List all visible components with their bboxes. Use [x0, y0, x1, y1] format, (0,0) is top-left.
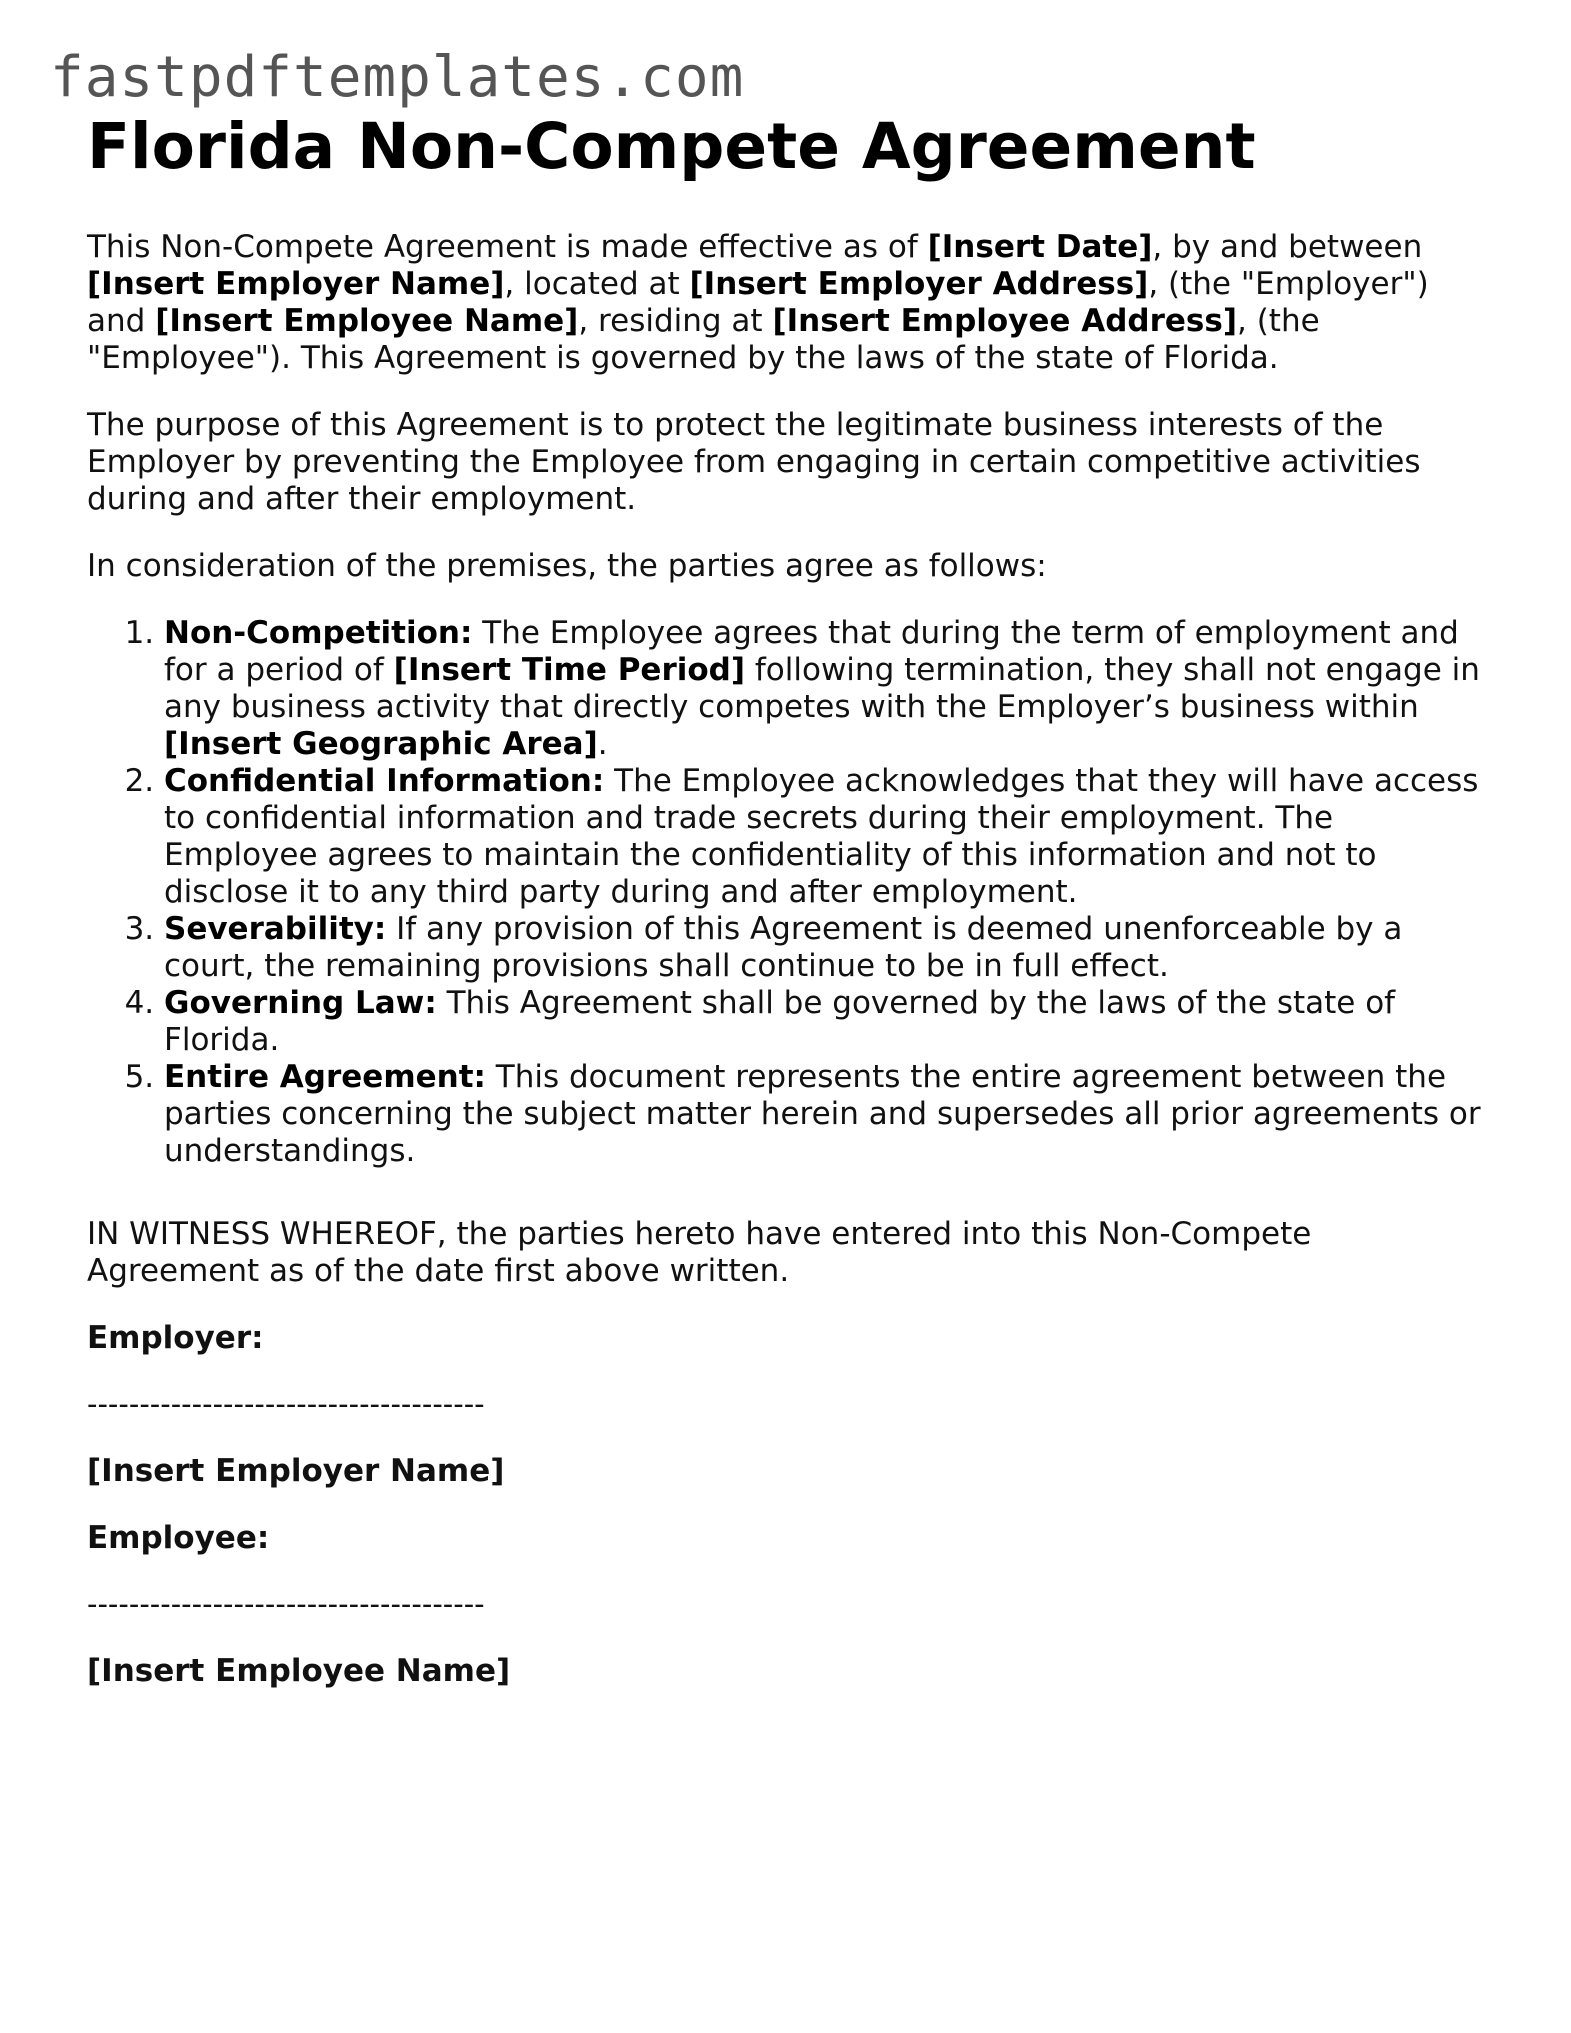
employer-name-placeholder: [Insert Employer Name]	[87, 266, 505, 303]
intro-paragraph	[87, 229, 1487, 377]
clause-list	[87, 615, 1487, 1170]
clause-item	[164, 911, 1487, 985]
intro-text: This Non-Compete Agreement is made effective as of	[87, 229, 928, 266]
clause-text: The Employee acknowledges that they will have access to confidential information and trade secrets during their employment. The Employee agrees to maintain the confidentiality of this information and not to disclose it to any third party during and after employment.	[164, 763, 1479, 911]
date-placeholder: [Insert Date]	[927, 229, 1153, 266]
employer-name: [Insert Employer Name]	[87, 1453, 505, 1490]
document-title: Florida Non-Compete Agreement	[87, 110, 1256, 183]
clause-text: This document represents the entire agreement between the parties concerning the subject matter herein and supersedes all prior agreements or understandings.	[164, 1059, 1481, 1170]
clause-item	[164, 615, 1487, 763]
employer-label: Employer:	[87, 1320, 264, 1357]
employee-name: [Insert Employee Name]	[87, 1653, 511, 1690]
employee-signature-line: --------------------------------------	[87, 1587, 485, 1622]
clause-heading: Non-Competition:	[164, 615, 473, 652]
employer-address-placeholder: [Insert Employer Address]	[689, 266, 1149, 303]
employer-signature-block	[87, 1320, 1487, 1490]
clause-item	[164, 763, 1487, 911]
intro-text: , located at	[504, 266, 690, 303]
purpose-paragraph: The purpose of this Agreement is to protect the legitimate business interests of the Employer by preventing the Employee from engaging in certain competitive activities during and after their employment.	[87, 407, 1421, 518]
clause-heading: Governing Law:	[164, 985, 437, 1022]
clause-text: .	[597, 726, 608, 763]
witness-paragraph: IN WITNESS WHEREOF, the parties hereto have entered into this Non-Compete Agreement as of the date first above written.	[87, 1216, 1312, 1290]
intro-text: , (the "Employee"). This Agreement is governed by the laws of the state of Florida.	[87, 303, 1320, 377]
clause-heading: Severability:	[164, 911, 387, 948]
intro-text: , by and between	[1152, 229, 1423, 266]
clause-heading: Entire Agreement:	[164, 1059, 486, 1096]
employee-name-placeholder: [Insert Employee Name]	[155, 303, 579, 340]
consideration-paragraph: In consideration of the premises, the parties agree as follows:	[87, 548, 1047, 585]
intro-text: , residing at	[578, 303, 773, 340]
employee-signature-block	[87, 1520, 1487, 1690]
clause-text: The Employee agrees that during the term of employment and for a period of	[164, 615, 1459, 689]
employee-address-placeholder: [Insert Employee Address]	[772, 303, 1237, 340]
clause-text: following termination, they shall not engage in any business activity that directly competes with the Employer’s business within	[164, 652, 1480, 726]
intro-text: , (the "Employer") and	[87, 266, 1429, 340]
time-period-placeholder: [Insert Time Period]	[393, 652, 746, 689]
clause-item	[164, 1059, 1487, 1170]
clause-heading: Confidential Information:	[164, 763, 605, 800]
employee-label: Employee:	[87, 1520, 270, 1557]
clause-text: This Agreement shall be governed by the laws of the state of Florida.	[164, 985, 1396, 1059]
document-page	[87, 112, 1487, 1690]
clause-item	[164, 985, 1487, 1059]
clause-text: If any provision of this Agreement is deemed unenforceable by a court, the remaining provisions shall continue to be in full effect.	[164, 911, 1403, 985]
watermark: fastpdftemplates.com	[50, 45, 745, 110]
employer-signature-line: --------------------------------------	[87, 1387, 485, 1422]
geographic-area-placeholder: [Insert Geographic Area]	[164, 726, 598, 763]
